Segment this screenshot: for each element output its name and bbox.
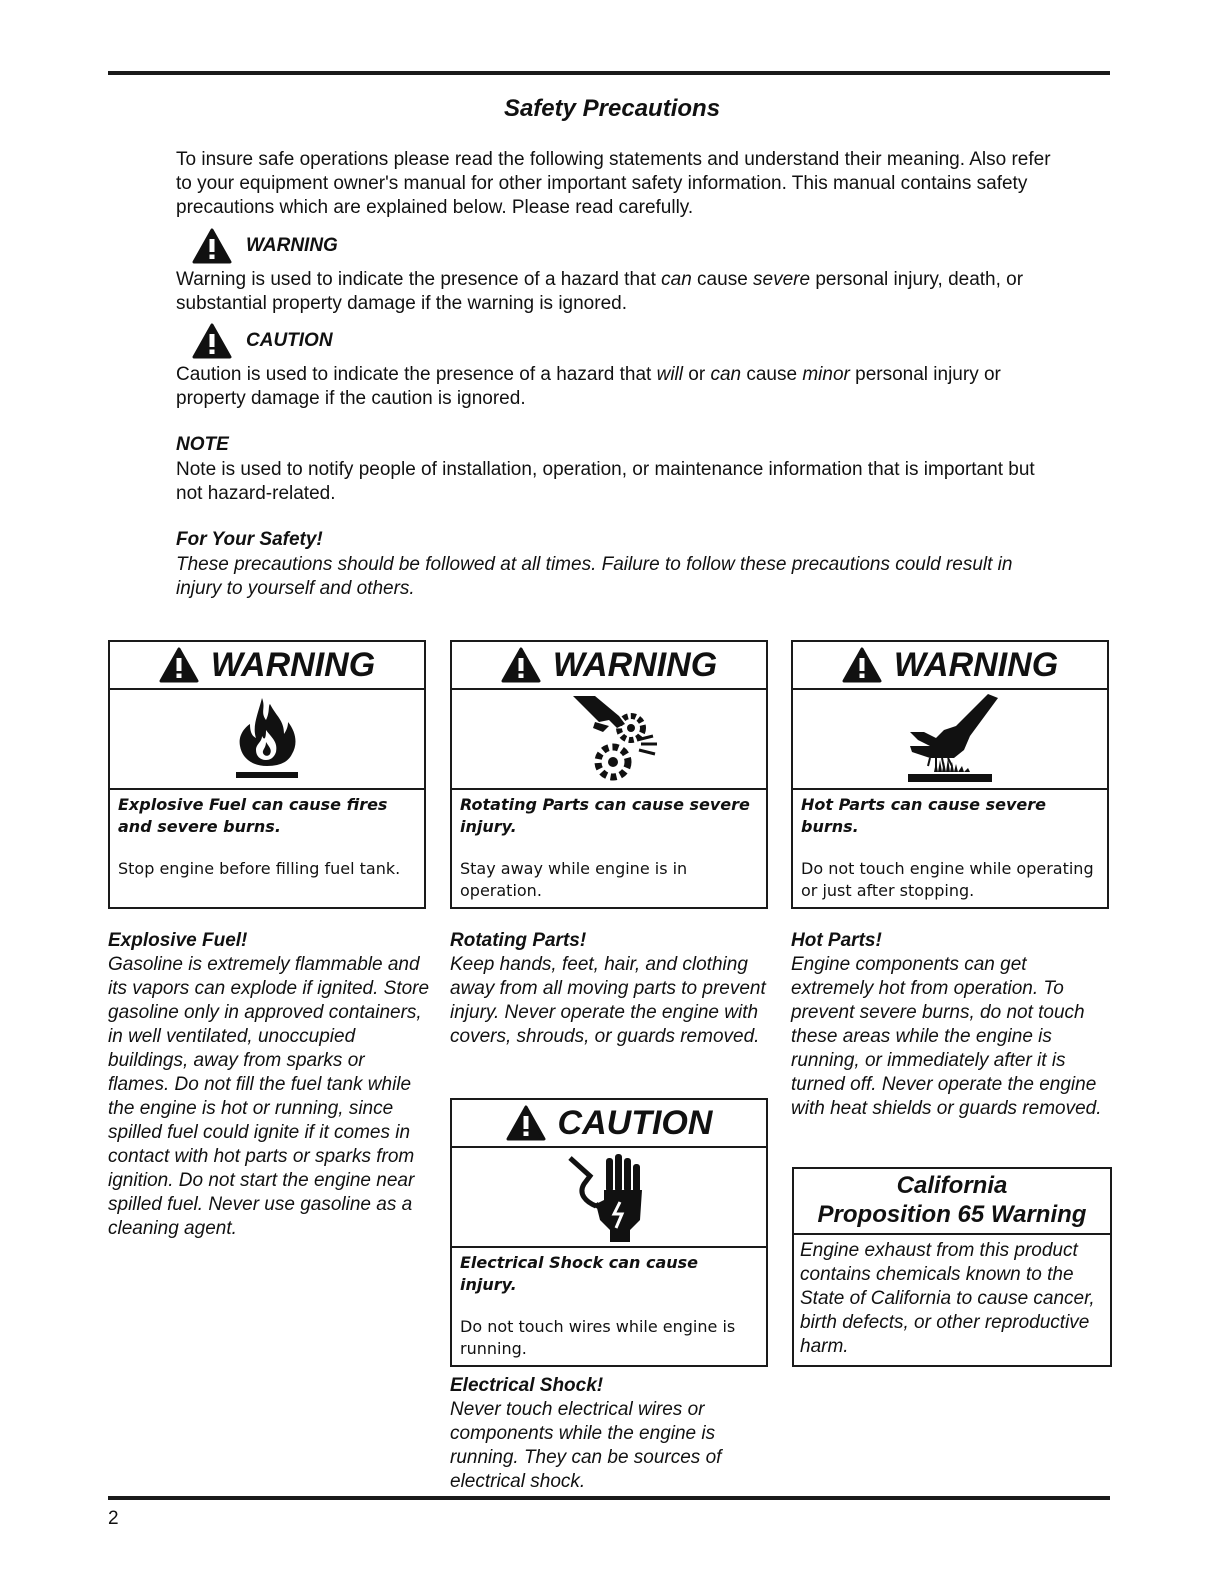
electrical-shock-section	[450, 1374, 768, 1494]
label-header	[452, 1100, 766, 1148]
text-span: personal injury or property damage if the caution is ignored.	[176, 364, 1001, 409]
warning-definition-heading	[176, 228, 338, 264]
electric-shock-hand-icon	[564, 1150, 654, 1244]
warning-definition-text	[176, 268, 1056, 316]
text-span: cause	[741, 364, 803, 385]
label-body	[452, 790, 766, 908]
label-detail: Stay away while engine is in operation.	[460, 859, 688, 900]
label-detail: Stop engine before filling fuel tank.	[118, 859, 401, 878]
label-pictogram	[452, 690, 766, 790]
label-pictogram	[793, 690, 1107, 790]
section-text: Engine components can get extremely hot from operation. To prevent severe burns, do not touch these areas while the engine is running, or immediately after it is turned off. Never operate the engine with heat shields or guards removed.	[791, 954, 1102, 1119]
label-header-text: WARNING	[210, 645, 376, 684]
section-text: Gasoline is extremely flammable and its vapors can explode if ignited. Store gasoline only in approved containers, in well ventilated, unoccupied buildings, away from sparks or flames. Do not fill the fuel tank while the engine is hot or running, since spilled fuel could ignite if it comes in contact with hot parts or sparks from ignition. Do not start the engine near spilled fuel. Never use gasoline as a cleaning agent.	[108, 954, 430, 1239]
label-header	[793, 642, 1107, 690]
label-detail: Do not touch engine while operating or just after stopping.	[801, 859, 1094, 900]
page-number: 2	[108, 1508, 119, 1529]
section-text: Never touch electrical wires or components while the engine is running. They can be sources of electrical shock.	[450, 1399, 722, 1492]
caution-definition-heading	[176, 323, 333, 359]
text-span: or	[682, 364, 711, 385]
label-body	[452, 1248, 766, 1366]
emphasis: can	[661, 269, 692, 290]
caution-triangle-icon	[506, 1105, 546, 1141]
fuel-warning-label	[108, 640, 426, 909]
emphasis: can	[710, 364, 742, 385]
label-lead: Rotating Parts can cause severe injury.	[460, 795, 750, 836]
section-heading: Electrical Shock!	[450, 1375, 604, 1396]
emphasis: severe	[753, 269, 811, 290]
label-header	[110, 642, 424, 690]
caution-triangle-icon	[192, 323, 232, 359]
section-text: Keep hands, feet, hair, and clothing away from all moving parts to prevent injury. Never operate the engine with covers, shrouds, or guards removed.	[450, 954, 766, 1047]
intro-paragraph	[176, 148, 1056, 220]
emphasis: will	[656, 364, 683, 385]
note-text: Note is used to notify people of installation, operation, or maintenance information that is important but not hazard-related.	[176, 459, 1035, 504]
prop65-text: Engine exhaust from this product contains chemicals known to the State of California to cause cancer, birth defects, or other reproductive harm.	[800, 1240, 1095, 1357]
intro-text: To insure safe operations please read the following statements and understand their meaning. Also refer to your equipment owner's manual for other important safety information. This manual contains safety precautions which are explained below. Please read carefully.	[176, 149, 1051, 218]
caution-definition-text	[176, 363, 1056, 411]
prop65-heading-line2: Proposition 65 Warning	[817, 1201, 1087, 1228]
warning-triangle-icon	[842, 647, 882, 683]
prop65-warning-box	[792, 1167, 1112, 1367]
rotating-parts-section	[450, 929, 768, 1049]
text-span: cause	[691, 269, 754, 290]
for-your-safety-text: These precautions should be followed at all times. Failure to follow these precautions could result in injury to yourself and others.	[176, 554, 1013, 599]
for-your-safety-heading: For Your Safety!	[176, 529, 323, 550]
label-pictogram	[110, 690, 424, 790]
rotating-parts-warning-label	[450, 640, 768, 909]
label-header-text: WARNING	[552, 645, 718, 684]
text-span: Caution is used to indicate the presence of a hazard that	[176, 364, 657, 385]
section-heading: Rotating Parts!	[450, 930, 587, 951]
warning-definition-label: WARNING	[246, 235, 338, 256]
prop65-heading	[794, 1169, 1110, 1235]
label-header-text: CAUTION	[557, 1103, 713, 1142]
warning-triangle-icon	[501, 647, 541, 683]
label-header-text: WARNING	[893, 645, 1059, 684]
label-detail: Do not touch wires while engine is running.	[460, 1317, 736, 1358]
hot-parts-section	[791, 929, 1113, 1121]
section-heading: Explosive Fuel!	[108, 930, 248, 951]
note-heading: NOTE	[176, 434, 229, 455]
page-title: Safety Precautions	[503, 95, 721, 122]
label-body	[110, 790, 424, 886]
hot-surface-hand-icon	[900, 692, 1000, 786]
warning-triangle-icon	[159, 647, 199, 683]
gears-hand-icon	[559, 692, 659, 786]
prop65-heading-line1: California	[896, 1172, 1008, 1199]
label-pictogram	[452, 1148, 766, 1248]
fire-icon	[222, 694, 312, 784]
label-lead: Explosive Fuel can cause fires and severe burns.	[118, 795, 388, 836]
warning-triangle-icon	[192, 228, 232, 264]
emphasis: minor	[802, 364, 850, 385]
label-header	[452, 642, 766, 690]
caution-definition-label: CAUTION	[246, 330, 333, 351]
explosive-fuel-section	[108, 929, 430, 1241]
label-body	[793, 790, 1107, 908]
text-span: Warning is used to indicate the presence of a hazard that	[176, 269, 662, 290]
electrical-shock-caution-label	[450, 1098, 768, 1367]
hot-parts-warning-label	[791, 640, 1109, 909]
label-lead: Hot Parts can cause severe burns.	[801, 795, 1046, 836]
top-rule	[108, 71, 1110, 75]
section-heading: Hot Parts!	[791, 930, 882, 951]
text-span: personal injury, death, or substantial property damage if the warning is ignored.	[176, 269, 1024, 314]
label-lead: Electrical Shock can cause injury.	[460, 1253, 698, 1294]
bottom-rule	[108, 1496, 1110, 1500]
